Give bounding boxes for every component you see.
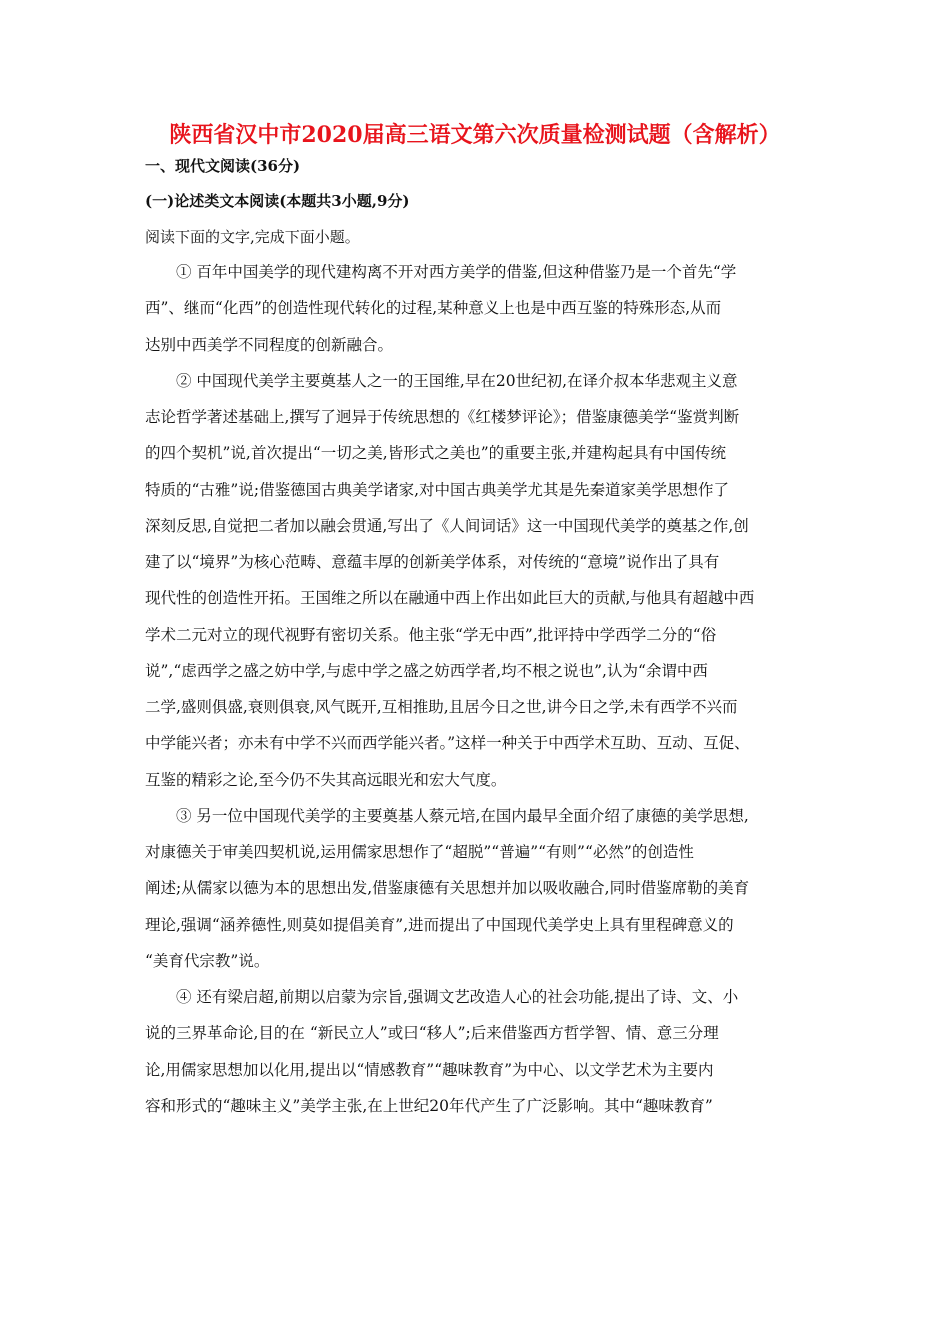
paragraph-2-line: 学术二元对立的现代视野有密切关系。他主张“学无中西”,批评持中学西学二分的“俗: [145, 625, 717, 644]
paragraph-3-line: 理论,强调“涵养德性,则莫如提倡美育”,进而提出了中国现代美学史上具有里程碑意义的: [145, 915, 734, 934]
paragraph-2-line: 的四个契机”说,首次提出“一切之美,皆形式之美也”的重要主张,并建构起具有中国传统: [145, 444, 727, 463]
document-title: 陕西省汉中市2020届高三语文第六次质量检测试题（含解析）: [169, 122, 781, 148]
paragraph-2-line: ② 中国现代美学主要奠基人之一的王国维,早在20世纪初,在译介叔本华悲观主义意: [145, 371, 738, 390]
paragraph-1-line: 西”、继而“化西”的创造性现代转化的过程,某种意义上也是中西互鉴的特殊形态,从而: [145, 299, 722, 318]
paragraph-4-line: 说的三界革命论,目的在 “新民立人”或曰“移人”;后来借鉴西方哲学智、情、意三分理: [145, 1024, 719, 1043]
paragraph-1-line: 达别中西美学不同程度的创新融合。: [145, 335, 394, 354]
paragraph-2-line: 特质的“古雅”说;借鉴德国古典美学诸家,对中国古典美学尤其是先秦道家美学思想作了: [145, 480, 730, 499]
paragraph-4-line: 论,用儒家思想加以化用,提出以“情感教育”“趣味教育”为中心、以文学艺术为主要内: [145, 1060, 714, 1079]
paragraph-4-line: ④ 还有梁启超,前期以启蒙为宗旨,强调文艺改造人心的社会功能,提出了诗、文、小: [145, 988, 739, 1006]
paragraph-3-line: ③ 另一位中国现代美学的主要奠基人蔡元培,在国内最早全面介绍了康德的美学思想,: [145, 806, 749, 825]
paragraph-2-line: 互鉴的精彩之论,至今仍不失其高远眼光和宏大气度。: [145, 770, 507, 789]
paragraph-2-line: 说”,“虑西学之盛之妨中学,与虑中学之盛之妨西学者,均不根之说也”,认为“余谓中西: [145, 661, 708, 680]
paragraph-2-line: 现代性的创造性开拓。王国维之所以在融通中西上作出如此巨大的贡献,与他具有超越中西: [145, 589, 755, 608]
sub-heading: (一)论述类文本阅读(本题共3小题,9分): [145, 192, 410, 210]
reading-instruction: 阅读下面的文字,完成下面小题。: [145, 228, 360, 246]
paragraph-2-line: 建了以“境界”为核心范畴、意蕴丰厚的创新美学体系，对传统的“意境”说作出了具有: [145, 553, 720, 571]
paragraph-2-line: 中学能兴者；亦未有中学不兴而西学能兴者。”这样一种关于中西学术互助、互动、互促、: [145, 734, 750, 753]
paragraph-3-line: 阐述;从儒家以德为本的思想出发,借鉴康德有关思想并加以吸收融合,同时借鉴席勒的美育: [145, 879, 750, 898]
paragraph-2-line: 志论哲学著述基础上,撰写了迥异于传统思想的《红楼梦评论》；借鉴康德美学“鉴赏判断: [145, 408, 740, 426]
paragraph-2-line: 深刻反思,自觉把二者加以融会贯通,写出了《人间词话》这一中国现代美学的奠基之作,创: [145, 516, 749, 535]
paragraph-3-line: “美育代宗教”说。: [145, 951, 270, 970]
section-heading: 一、现代文阅读(36分): [145, 157, 301, 175]
paragraph-3-line: 对康德关于审美四契机说,运用儒家思想作了“超脱”“普遍”“有则”“必然”的创造性: [145, 843, 694, 861]
paragraph-4-line: 容和形式的“趣味主义”美学主张,在上世纪20年代产生了广泛影响。其中“趣味教育”: [145, 1096, 713, 1115]
paragraph-1-line: ① 百年中国美学的现代建构离不开对西方美学的借鉴,但这种借鉴乃是一个首先“学: [145, 263, 737, 281]
paragraph-2-line: 二学,盛则俱盛,衰则俱衰,风气既开,互相推助,且居今日之世,讲今日之学,未有西学不兴而: [145, 698, 738, 716]
